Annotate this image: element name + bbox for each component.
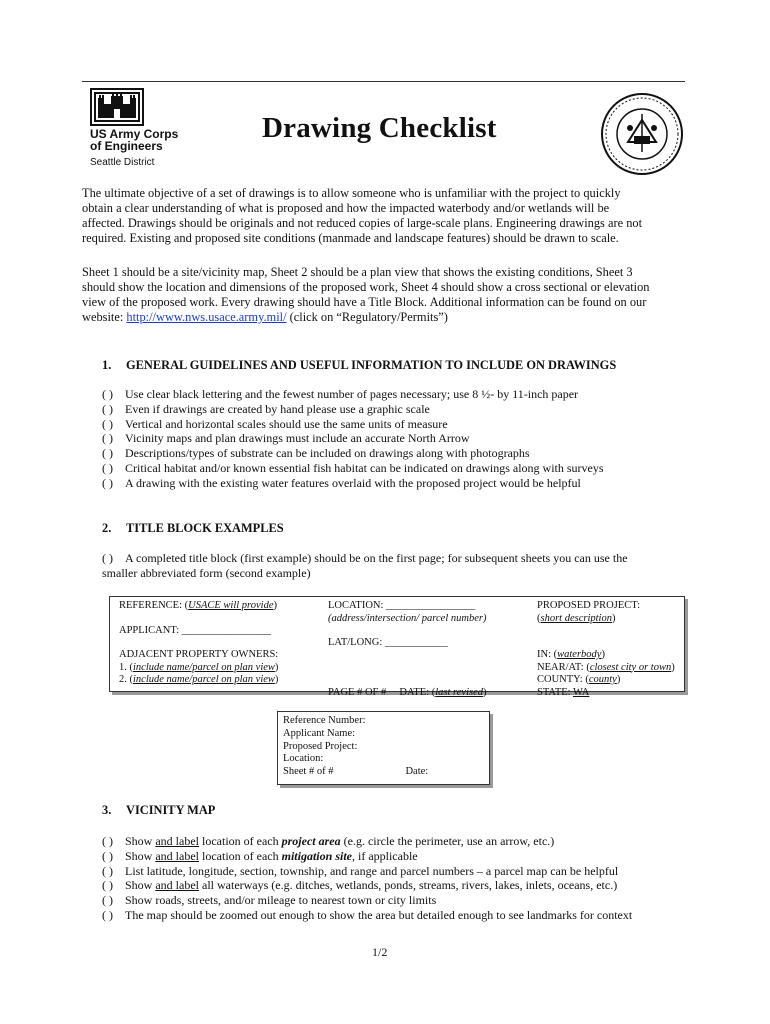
org-name: US Army Corps of Engineers bbox=[90, 127, 179, 153]
checkbox[interactable]: ( ) bbox=[102, 416, 113, 431]
list-item: ( ) Show roads, streets, and/or mileage to nearest town or city limits bbox=[102, 893, 437, 908]
checkbox[interactable]: ( ) bbox=[102, 460, 113, 475]
list-item: ( ) Use clear black lettering and the fewest number of pages necessary; use 8 ½- by 11-inch paper bbox=[102, 387, 579, 401]
district-name: Seattle District bbox=[90, 157, 155, 168]
list-item: ( ) Vicinity maps and plan drawings must include an accurate North Arrow bbox=[102, 431, 470, 446]
castle-logo-icon bbox=[90, 88, 144, 126]
intro-paragraph-1: The ultimate objective of a set of drawings is to allow someone who is unfamiliar with the project to quickly obtain a clear understanding of what is proposed and how the impacted waterbody and/or wetlands will be affected. Drawings should be originals and not reduced copies of large-scale plans. Engineering drawings are not required. Existing and proposed site conditions (manmade and landscape features) should be drawn to scale. bbox=[82, 186, 643, 245]
list-item: ( ) Show and label all waterways (e.g. ditches, wetlands, ponds, streams, rivers, lakes, inlets, oceans, etc.) bbox=[102, 878, 618, 893]
checkbox[interactable]: ( ) bbox=[102, 834, 113, 848]
section-1-heading: 1. GENERAL GUIDELINES AND USEFUL INFORMATION TO INCLUDE ON DRAWINGS bbox=[102, 358, 617, 372]
title-block-example-full: REFERENCE: (USACE will provide) APPLICANT: _________________ ADJACENT PROPERTY OWNERS: 1. (include name/parcel on plan view) 2. (include name/parcel on plan view) LOCATION: _________________ (address/intersection/ parcel number) LAT/LONG: ____________ PAGE # OF # DATE: (last revised) PROPOSED PROJECT: (short description) IN: (waterbody) NEAR/AT: (closest city or town) COUNTY: (county) STATE: WA bbox=[109, 596, 685, 692]
checkbox[interactable]: ( ) bbox=[102, 475, 113, 490]
section-1-list bbox=[102, 387, 702, 491]
checkbox[interactable]: ( ) bbox=[102, 387, 113, 401]
checkbox[interactable]: ( ) bbox=[102, 907, 113, 922]
intro-paragraph-2: Sheet 1 should be a site/vicinity map, Sheet 2 should be a plan view that shows the existing conditions, Sheet 3 should show the location and dimensions of the proposed work, Sheet 4 should show a cross sectional or elevation view of the proposed work. Every drawing should have a Title Block. Additional information can be found on our website: http://www.nws.usace.army.mil/ (click on “Regulatory/Permits”) bbox=[82, 265, 650, 324]
list-item: ( ) The map should be zoomed out enough to show the area but detailed enough to see landmarks for context bbox=[102, 907, 633, 922]
list-item: ( ) Show and label location of each mitigation site, if applicable bbox=[102, 848, 418, 863]
title-block-example-short: Reference Number: Applicant Name: Proposed Project: Location: Sheet # of # Date: bbox=[277, 711, 490, 785]
list-item: ( ) A drawing with the existing water features overlaid with the proposed project would be helpful bbox=[102, 475, 581, 490]
page-number: 1/2 bbox=[372, 945, 388, 959]
seal-icon bbox=[600, 92, 684, 176]
section-2-heading: 2. TITLE BLOCK EXAMPLES bbox=[102, 521, 284, 535]
checkbox[interactable]: ( ) bbox=[102, 848, 113, 863]
regulatory-website-link[interactable]: http://www.nws.usace.army.mil/ bbox=[126, 310, 287, 324]
list-item: ( ) Show and label location of each project area (e.g. circle the perimeter, use an arrow, etc.) bbox=[102, 834, 555, 848]
checkbox[interactable]: ( ) bbox=[102, 893, 113, 908]
section-3-list bbox=[102, 834, 702, 923]
checkbox[interactable]: ( ) bbox=[102, 878, 113, 893]
list-item: ( ) List latitude, longitude, section, township, and range and parcel numbers – a parcel map can be helpful bbox=[102, 863, 619, 878]
checkbox[interactable]: ( ) bbox=[102, 446, 113, 461]
list-item: ( ) Descriptions/types of substrate can be included on drawings along with photographs bbox=[102, 446, 530, 461]
checkbox[interactable]: ( ) bbox=[102, 551, 113, 565]
checkbox[interactable]: ( ) bbox=[102, 431, 113, 446]
page-title: Drawing Checklist bbox=[262, 112, 497, 144]
list-item: ( ) Vertical and horizontal scales should use the same units of measure bbox=[102, 416, 448, 431]
checkbox[interactable]: ( ) bbox=[102, 401, 113, 416]
checkbox[interactable]: ( ) bbox=[102, 863, 113, 878]
section-3-heading: 3. VICINITY MAP bbox=[102, 803, 216, 817]
list-item: ( ) Critical habitat and/or known essential fish habitat can be indicated on drawings along with surveys bbox=[102, 460, 604, 475]
list-item: ( ) Even if drawings are created by hand please use a graphic scale bbox=[102, 401, 430, 416]
section-2-text: ( ) A completed title block (first example) should be on the first page; for subsequent sheets you can use the smaller abbreviated form (second example) bbox=[102, 551, 628, 580]
header-rule bbox=[82, 81, 685, 82]
